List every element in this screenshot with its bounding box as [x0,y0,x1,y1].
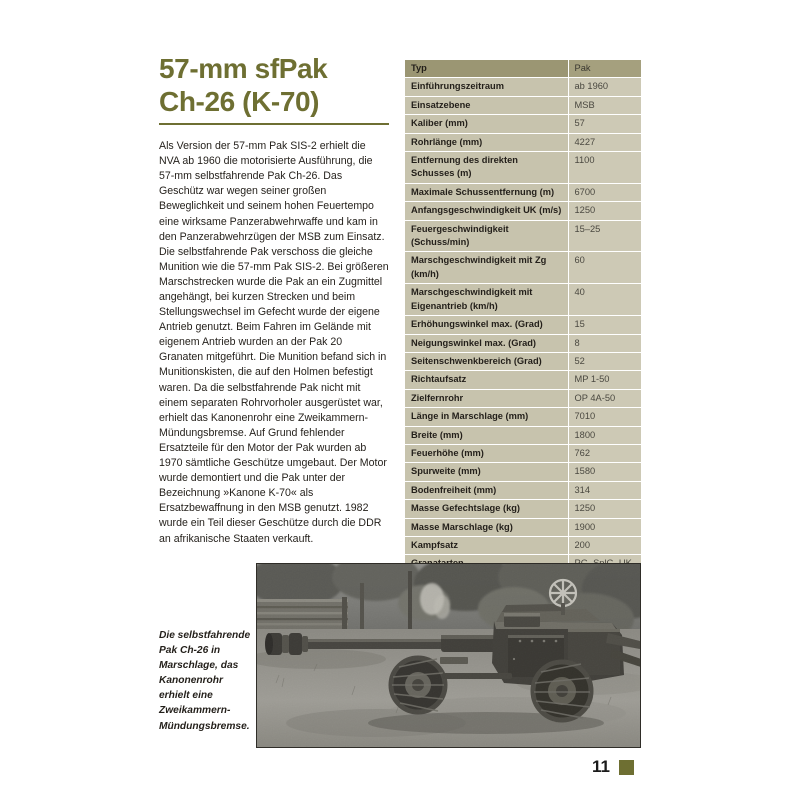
table-row [405,426,641,444]
page-title-line1: 57-mm sfPak [159,53,328,84]
spec-label: Länge in Marschlage (mm) [405,408,568,426]
table-row [405,115,641,133]
spec-label: Feuergeschwindigkeit (Schuss/min) [405,220,568,252]
spec-label: Feuerhöhe (mm) [405,444,568,462]
table-row [405,371,641,389]
spec-label: Marschgeschwindigkeit mit Eigenantrieb (km/h) [405,284,568,316]
table-row [405,500,641,518]
spec-value: OP 4A-50 [568,389,641,407]
spec-label: Erhöhungswinkel max. (Grad) [405,316,568,334]
photo-illustration [256,563,641,748]
page-marker-square [619,760,634,775]
spec-value: 6700 [568,183,641,201]
spec-value: 7010 [568,408,641,426]
page-title-line2: Ch-26 (K-70) [159,86,320,118]
spec-label: Masse Marschlage (kg) [405,518,568,536]
table-row [405,352,641,370]
table-row [405,152,641,184]
table-row [405,316,641,334]
page-title [159,52,389,118]
spec-value: 57 [568,115,641,133]
table-row [405,408,641,426]
spec-label: Spurweite (mm) [405,463,568,481]
table-row [405,252,641,284]
spec-value: 8 [568,334,641,352]
spec-value: MP 1-50 [568,371,641,389]
table-row [405,96,641,114]
photo-anti-tank-gun [256,563,641,748]
table-row [405,334,641,352]
spec-label: Einführungszeitraum [405,78,568,96]
table-row [405,284,641,316]
table-row [405,444,641,462]
table-row [405,202,641,220]
spec-label: Maximale Schussentfernung (m) [405,183,568,201]
spec-value: 15–25 [568,220,641,252]
spec-label: Rohrlänge (mm) [405,133,568,151]
table-row [405,481,641,499]
article-body: Als Version der 57-mm Pak SIS-2 erhielt die NVA ab 1960 die motorisierte Ausführung, die 57-mm selbstfahrende Pak Ch-26. Das Geschütz war wegen seiner großen Beweglichkeit und seinem hohen Feuertempo eine wirksame Panzerabwehrwaffe und kam in den Panzerabwehrzügen der MSB zum Einsatz. Die selbstfahrende Pak verschoss die gleiche Munition wie die 57-mm Pak SIS-2. Bei größeren Marschstrecken wurde die Pak an ein Zugmittel angehängt, bei kurzen Strecken und beim Stellungswechsel im Gefecht wurde der eigene Antrieb genutzt. Beim Fahren im Gelände mit eigenem Antrieb wurden an der Pak 20 Granaten mitgeführt. Die Munition befand sich in Munitionskisten, die auf den Holmen befestigt waren. Da die selbstfahrende Pak nicht mit einem separaten Rohrvorholer ausgerüstet war, erhielt das Kanonenrohr eine Zweikammern-Mündungsbremse. Auf Grund fehlender Ersatzteile für den Motor der Pak wurden ab 1970 sämtliche Geschütze umgebaut. Der Motor wurde demontiert und die Pak unter der Bezeichnung »Kanone K-70« als Ersatzbewaffnung in den MSB genutzt. 1982 wurde ein Teil dieser Geschütze durch die DDR an afrikanische Staaten verkauft. [159,140,389,545]
spec-label: Breite (mm) [405,426,568,444]
spec-value: 1100 [568,152,641,184]
table-row [405,183,641,201]
spec-label: Bodenfreiheit (mm) [405,481,568,499]
spec-value: 60 [568,252,641,284]
spec-value: ab 1960 [568,78,641,96]
spec-label: Neigungswinkel max. (Grad) [405,334,568,352]
spec-label: Einsatzebene [405,96,568,114]
table-row [405,463,641,481]
spec-label: Marschgeschwindigkeit mit Zg (km/h) [405,252,568,284]
spec-label: Richtaufsatz [405,371,568,389]
spec-value: 762 [568,444,641,462]
page-footer [592,757,634,777]
specification-table [405,60,641,629]
spec-label: Entfernung des direkten Schusses (m) [405,152,568,184]
spec-value: 1900 [568,518,641,536]
spec-value: 40 [568,284,641,316]
spec-label: Typ [405,60,568,78]
spec-value: 200 [568,536,641,554]
page-number: 11 [592,757,610,776]
table-row [405,78,641,96]
spec-value: MSB [568,96,641,114]
spec-label: Anfangsgeschwindigkeit UK (m/s) [405,202,568,220]
spec-value: 1800 [568,426,641,444]
table-row [405,220,641,252]
spec-label: Zielfernrohr [405,389,568,407]
spec-label: Kampfsatz [405,536,568,554]
spec-value: 1250 [568,500,641,518]
spec-value: 1580 [568,463,641,481]
spec-value: Pak [568,60,641,78]
table-row [405,60,641,78]
title-divider [159,123,389,125]
table-row [405,518,641,536]
table-row [405,389,641,407]
spec-value: 15 [568,316,641,334]
spec-label: Masse Gefechtslage (kg) [405,500,568,518]
spec-value: 4227 [568,133,641,151]
spec-value: 1250 [568,202,641,220]
spec-value: 314 [568,481,641,499]
table-row [405,536,641,554]
table-row [405,133,641,151]
spec-value: 52 [568,352,641,370]
specification-table-body [405,60,641,629]
photo-caption: Die selbstfahrende Pak Ch-26 in Marschlage, das Kanonenrohr erhielt eine Zweikammern-Mündungsbremse. [159,630,251,732]
article-column [159,52,389,547]
spec-label: Kaliber (mm) [405,115,568,133]
spec-label: Seitenschwenkbereich (Grad) [405,352,568,370]
